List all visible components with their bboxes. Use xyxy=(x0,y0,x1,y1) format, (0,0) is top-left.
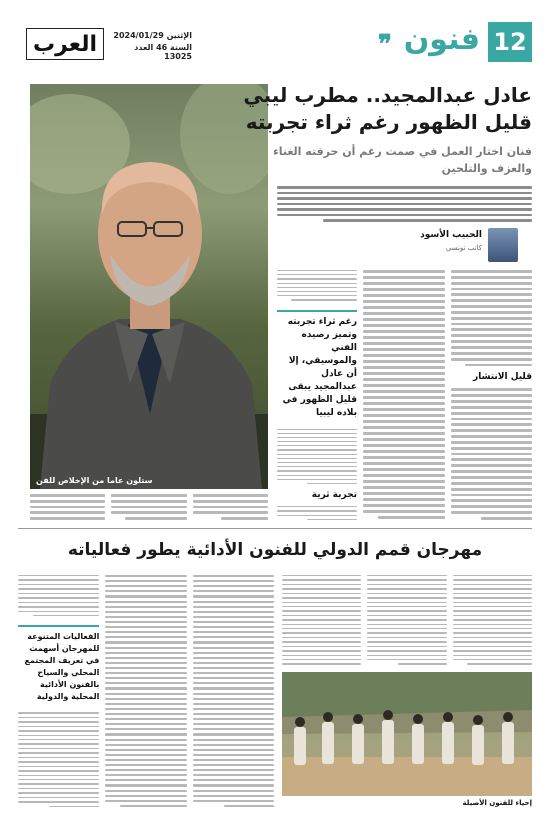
section-heading-2: تجربة ثرية xyxy=(311,490,357,501)
page-number: 12 xyxy=(493,28,527,56)
author-avatar xyxy=(488,228,518,262)
main-photo xyxy=(30,84,268,489)
main-headline xyxy=(243,82,532,136)
page-number-badge xyxy=(488,22,532,62)
second-photo-caption: إحياء للفنون الأصيلة xyxy=(462,799,532,807)
author-name: الحبيب الأسود xyxy=(420,230,482,240)
quote-marks-icon: ❞ xyxy=(378,30,392,60)
date-line: الإثنين 2024/01/29 xyxy=(113,31,192,40)
author-role: كاتب تونسي xyxy=(445,244,482,252)
second-headline: مهرجان قمم الدولي للفنون الأدائية يطور فعالياته xyxy=(67,540,483,560)
subheadline-line-1: فنان اختار العمل في صمت رغم أن حرفته الغناء xyxy=(273,145,532,158)
section-heading-1: قليل الانتشار xyxy=(473,372,532,383)
second-body-left xyxy=(18,575,274,807)
second-pull-quote: الفعاليات المتنوعة للمهرجان أسهمت في تعريف المجتمع المحلي والسياح بالفنون الأدائية المحلية والدولية xyxy=(18,625,99,703)
masthead xyxy=(0,0,550,68)
portrait-illustration xyxy=(30,84,268,489)
main-pull-quote: رغم ثراء تجربته وتميز رصيده الفني والموسيقي، إلا أن عادل عبدالمجيد يبقى قليل الظهور في بلاده ليبيا xyxy=(277,310,357,420)
divider xyxy=(18,528,532,529)
under-photo-text xyxy=(30,494,268,520)
main-subheadline xyxy=(270,143,532,177)
issue-line: السنة 46 العدد 13025 xyxy=(134,43,192,61)
second-photo xyxy=(282,672,532,796)
logo-box xyxy=(26,28,104,60)
main-body-columns xyxy=(277,270,532,520)
subheadline-line-2: والعزف والتلحين xyxy=(441,162,532,175)
main-photo-caption: ستلون عاما من الإخلاص للفن xyxy=(36,476,153,485)
dancers-illustration xyxy=(282,672,532,796)
intro-text-block xyxy=(277,186,532,222)
second-body-right xyxy=(282,575,532,665)
headline-line-2: قليل الظهور رغم ثراء تجربته xyxy=(245,110,532,134)
section-title: فنون xyxy=(403,22,480,57)
logo: العرب xyxy=(33,31,98,57)
headline-line-1: عادل عبدالمجيد.. مطرب ليبي xyxy=(243,83,532,107)
